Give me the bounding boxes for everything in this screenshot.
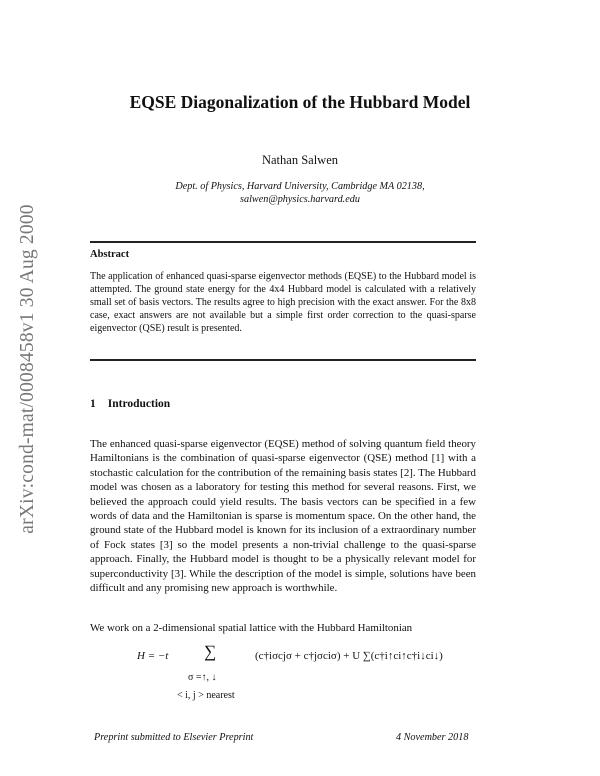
author-name: Nathan Salwen xyxy=(261,153,339,167)
hamiltonian-intro-sentence: We work on a 2-dimensional spatial lattice with the Hubbard Hamiltonian xyxy=(90,622,413,634)
abstract-top-rule xyxy=(90,241,476,243)
abstract-text: The application of enhanced quasi-sparse eigenvector methods (EQSE) to the Hubbard model is attempted. The ground state energy for the 4x4 Hubbard model is calculated with a relatively small set of basis vectors. The results agree to high precision with the exact answer. For the 8x8 case, exact answers are not available but a simple first order correction to the quasi-sparse eigenvector (QSE) result is presented. xyxy=(90,271,476,335)
paper-title: EQSE Diagonalization of the Hubbard Model xyxy=(129,92,471,112)
equation-lhs: H = −t xyxy=(137,650,169,662)
section-title: Introduction xyxy=(107,398,171,410)
affiliation xyxy=(0,180,600,206)
abstract-heading: Abstract xyxy=(90,249,130,260)
abstract-bottom-rule xyxy=(90,359,476,361)
intro-paragraph: The enhanced quasi-sparse eigenvector (EQSE) method of solving quantum field theory Hamiltonians is the combination of quasi-sparse eigenvector (QSE) method [1] with a stochastic calculation for the contribution of the remaining basis states [2]. The Hubbard model was chosen as a laboratory for testing this method for several reasons. First, we believed the approach could yield results. The basis vectors can be specified in a few words of data and the Hamiltonian is sparse is momentum space. On the other hand, the ground state of the Hubbard model is known for its inclusion of a extraordinary number of Fock states [3] so the model presents a non-trivial challenge to the quasi-sparse approach. Finally, the Hubbard model is thought to be a physically relevant model for superconductivity [3]. While the description of the model is simple, solutions have been difficult and any promising new approach is worthwhile. xyxy=(90,438,476,595)
sum-neighbor-index: < i, j > nearest xyxy=(177,690,235,701)
author-email: salwen@physics.harvard.edu xyxy=(240,194,360,205)
section-number: 1 xyxy=(90,398,96,410)
footer-date: 4 November 2018 xyxy=(396,732,469,743)
affiliation-line: Dept. of Physics, Harvard University, Cambridge MA 02138, xyxy=(175,181,425,192)
arxiv-id-text: arXiv:cond-mat/0008458v1 30 Aug 2000 xyxy=(17,204,38,534)
section-heading xyxy=(90,398,170,410)
summation-symbol: ∑ xyxy=(204,642,217,661)
equation-terms: (c†iσcjσ + c†jσciσ) + U ∑(c†i↑ci↑c†i↓ci↓) xyxy=(255,650,443,662)
sum-spin-index: σ =↑, ↓ xyxy=(188,672,217,683)
arxiv-sidebar-stamp xyxy=(14,184,42,554)
footer-preprint-note: Preprint submitted to Elsevier Preprint xyxy=(94,732,254,743)
